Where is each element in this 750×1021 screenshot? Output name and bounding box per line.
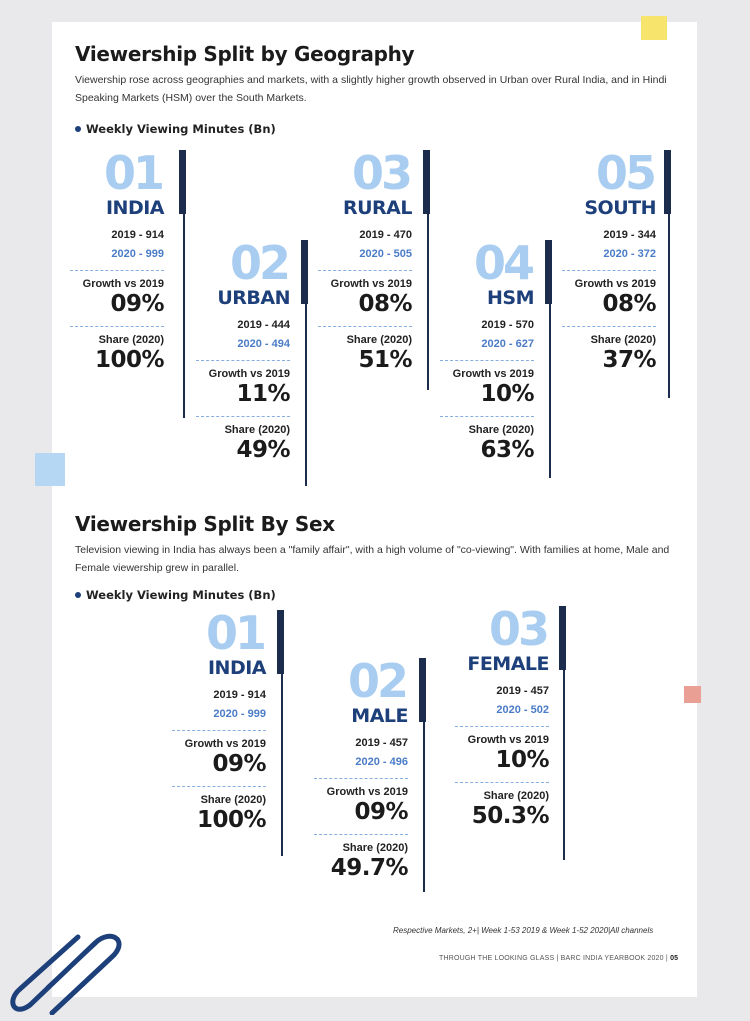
footnote: Respective Markets, 2+| Week 1-53 2019 & Week 1-52 2020|All channels (393, 926, 654, 935)
card-line (305, 304, 307, 486)
value-2019: 2019 - 914 (213, 689, 266, 701)
growth-value: 11% (236, 381, 290, 407)
value-2019: 2019 - 457 (496, 685, 549, 697)
growth-value: 10% (495, 747, 549, 773)
share-value: 63% (480, 437, 534, 463)
share-label: Share (2020) (468, 424, 534, 436)
footer-title (439, 955, 678, 962)
share-value: 100% (94, 347, 164, 373)
geography-description: Viewership rose across geographies and markets, with a slightly higher growth observed in Urban over Rural India, and in Hindi Speaking Markets (HSM) over the South Markets. (75, 74, 667, 104)
value-2020: 2020 - 505 (359, 248, 412, 260)
value-2019: 2019 - 470 (359, 229, 412, 241)
sex-card-india (172, 606, 266, 833)
geography-legend (75, 122, 276, 136)
share-value: 49.7% (330, 855, 408, 881)
growth-value: 08% (358, 291, 412, 317)
legend-label: Weekly Viewing Minutes (Bn) (86, 122, 276, 136)
card-line (549, 304, 551, 478)
divider (314, 834, 408, 835)
card-bar (664, 150, 671, 214)
value-2020: 2020 - 999 (213, 708, 266, 720)
value-2020: 2020 - 999 (111, 248, 164, 260)
share-value: 100% (196, 807, 266, 833)
growth-value: 10% (480, 381, 534, 407)
divider (172, 730, 266, 731)
card-bar (559, 606, 566, 670)
card-line (281, 674, 283, 856)
value-2019: 2019 - 457 (355, 737, 408, 749)
growth-label: Growth vs 2019 (330, 278, 412, 290)
geo-card-south (562, 146, 656, 373)
divider (70, 326, 164, 327)
divider (440, 360, 534, 361)
card-number: 01 (205, 606, 264, 660)
divider (196, 360, 290, 361)
value-2020: 2020 - 502 (496, 704, 549, 716)
card-name: MALE (351, 705, 408, 727)
value-2020: 2020 - 494 (237, 338, 290, 350)
growth-label: Growth vs 2019 (326, 786, 408, 798)
card-line (563, 670, 565, 860)
value-2019: 2019 - 444 (237, 319, 290, 331)
divider (318, 270, 412, 271)
sex-card-male (314, 654, 408, 881)
value-2019: 2019 - 344 (603, 229, 656, 241)
card-number: 05 (595, 146, 654, 200)
share-value: 37% (602, 347, 656, 373)
yellow-square-decoration (641, 16, 667, 40)
card-bar (423, 150, 430, 214)
legend-bullet-icon (75, 592, 81, 598)
divider (70, 270, 164, 271)
geo-card-india (70, 146, 164, 373)
divider (314, 778, 408, 779)
card-line (668, 214, 670, 398)
card-bar (419, 658, 426, 722)
blue-square-decoration (35, 453, 65, 486)
card-bar (179, 150, 186, 214)
divider (196, 416, 290, 417)
share-label: Share (2020) (346, 334, 412, 346)
card-number: 01 (103, 146, 162, 200)
pink-square-decoration (684, 686, 701, 703)
card-line (427, 214, 429, 390)
share-value: 49% (236, 437, 290, 463)
value-2020: 2020 - 496 (355, 756, 408, 768)
card-bar (277, 610, 284, 674)
share-label: Share (2020) (224, 424, 290, 436)
growth-label: Growth vs 2019 (467, 734, 549, 746)
divider (455, 726, 549, 727)
footer-title-text: THROUGH THE LOOKING GLASS | BARC INDIA YEARBOOK 2020 | (439, 955, 668, 962)
share-value: 51% (358, 347, 412, 373)
share-label: Share (2020) (98, 334, 164, 346)
divider (562, 326, 656, 327)
value-2020: 2020 - 372 (603, 248, 656, 260)
growth-label: Growth vs 2019 (574, 278, 656, 290)
share-label: Share (2020) (200, 794, 266, 806)
value-2019: 2019 - 914 (111, 229, 164, 241)
growth-value: 08% (602, 291, 656, 317)
divider (455, 782, 549, 783)
card-line (423, 722, 425, 892)
divider (440, 416, 534, 417)
growth-label: Growth vs 2019 (184, 738, 266, 750)
growth-value: 09% (354, 799, 408, 825)
card-bar (545, 240, 552, 304)
divider (562, 270, 656, 271)
card-name: HSM (487, 287, 534, 309)
geo-card-urban (196, 236, 290, 463)
card-number: 03 (488, 602, 547, 656)
growth-label: Growth vs 2019 (82, 278, 164, 290)
legend-label: Weekly Viewing Minutes (Bn) (86, 588, 276, 602)
card-name: RURAL (342, 197, 412, 219)
card-bar (301, 240, 308, 304)
sex-card-female (455, 602, 549, 829)
geo-card-hsm (440, 236, 534, 463)
card-name: INDIA (105, 197, 164, 219)
growth-label: Growth vs 2019 (452, 368, 534, 380)
value-2020: 2020 - 627 (481, 338, 534, 350)
card-number: 04 (473, 236, 532, 290)
paperclip-icon (0, 905, 140, 1015)
geography-title: Viewership Split by Geography (75, 42, 415, 66)
growth-value: 09% (110, 291, 164, 317)
card-number: 02 (229, 236, 288, 290)
page-number: 05 (670, 955, 679, 962)
card-name: INDIA (207, 657, 266, 679)
card-name: FEMALE (467, 653, 549, 675)
growth-value: 09% (212, 751, 266, 777)
sex-legend (75, 588, 276, 602)
share-label: Share (2020) (590, 334, 656, 346)
card-line (183, 214, 185, 418)
sex-title: Viewership Split By Sex (75, 512, 335, 536)
share-value: 50.3% (471, 803, 549, 829)
card-number: 03 (351, 146, 410, 200)
divider (318, 326, 412, 327)
share-label: Share (2020) (342, 842, 408, 854)
sex-description: Television viewing in India has always been a "family affair", with a high volume of "co-viewing". With families at home, Male and Female viewership grew in parallel. (75, 544, 670, 574)
growth-label: Growth vs 2019 (208, 368, 290, 380)
card-name: URBAN (217, 287, 290, 309)
value-2019: 2019 - 570 (481, 319, 534, 331)
card-number: 02 (347, 654, 406, 708)
legend-bullet-icon (75, 126, 81, 132)
divider (172, 786, 266, 787)
card-name: SOUTH (584, 197, 656, 219)
share-label: Share (2020) (483, 790, 549, 802)
geo-card-rural (318, 146, 412, 373)
